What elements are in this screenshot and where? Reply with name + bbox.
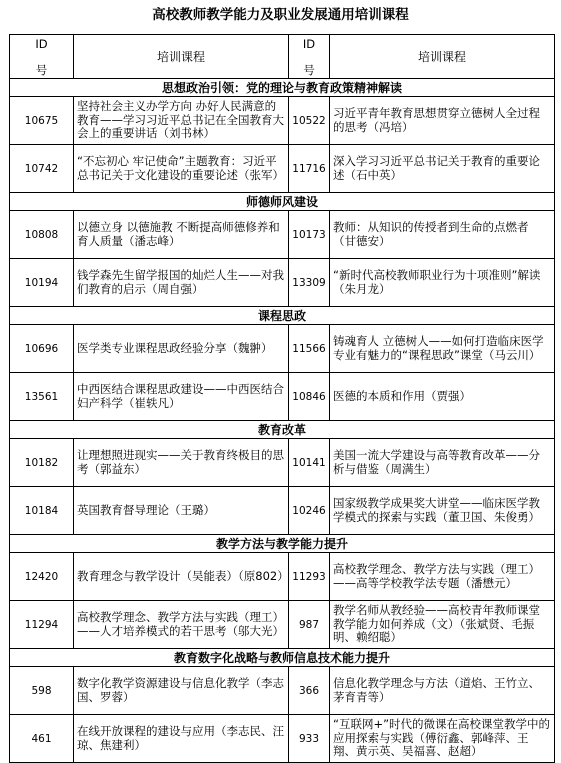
course-row [10,211,555,259]
section-title: 教育改革 [10,421,555,439]
section-row [10,649,555,667]
header-id-line1: ID [302,36,316,51]
course-title: “不忘初心 牢记使命”主题教育：习近平总书记关于文化建设的重要论述（张军） [74,145,289,193]
course-title: 高校教学理念、教学方法与实践（理工）——高等学校教学法专题（潘懋元） [330,553,555,601]
course-title: 医德的本质和作用（贾强） [330,373,555,421]
page-title: 高校教师教学能力及职业发展通用培训课程 [152,7,409,23]
course-row [10,145,555,193]
course-title: 让理想照进现实——关于教育终极目的思考（郭益东） [74,439,289,487]
course-title: 教师：从知识的传授者到生命的点燃者 （甘德安） [330,211,555,259]
course-row [10,439,555,487]
course-id: 11716 [289,145,330,193]
section-row [10,79,555,97]
course-title: 深入学习习近平总书记关于教育的重要论述（石中英） [330,145,555,193]
header-id [10,35,74,79]
course-id: 10846 [289,373,330,421]
course-row [10,667,555,715]
course-title: 教学名师从教经验——高校青年教师课堂教学能力如何养成（文）（张斌贤、毛振明、赖绍聪） [330,601,555,649]
course-id: 13561 [10,373,74,421]
course-title: 中西医结合课程思政建设——中西医结合妇产科学（崔轶凡） [74,373,289,421]
header-row [10,35,555,79]
course-id: 461 [10,715,74,763]
course-id: 13309 [289,259,330,307]
header-course: 培训课程 [74,35,289,79]
section-title: 师德师风建设 [10,193,555,211]
course-title: 数字化教学资源建设与信息化教学（李志国、罗蓉） [74,667,289,715]
header-id [289,35,330,79]
course-id: 10675 [10,97,74,145]
course-title: 医学类专业课程思政经验分享（魏翀） [74,325,289,373]
course-row [10,601,555,649]
course-title: 教育理念与教学设计（吴能表）（原802） [74,553,289,601]
course-id: 10182 [10,439,74,487]
section-title: 教育数字化战略与教师信息技术能力提升 [10,649,555,667]
section-title: 教学方法与教学能力提升 [10,535,555,553]
course-row [10,373,555,421]
course-row [10,97,555,145]
course-title: 以德立身 以德施教 不断提高师德修养和育人质量（潘志峰） [74,211,289,259]
course-title: 高校教学理念、教学方法与实践（理工）——人才培养模式的若干思考（邬大光） [74,601,289,649]
header-id-line2: 号 [303,62,315,77]
course-id: 11566 [289,325,330,373]
course-title: 铸魂育人 立德树人——如何打造临床医学专业有魅力的“课程思政”课堂（马云川） [330,325,555,373]
course-id: 10742 [10,145,74,193]
course-title: 钱学森先生留学报国的灿烂人生——对我们教育的启示（周自强） [74,259,289,307]
section-row [10,535,555,553]
course-row [10,487,555,535]
course-id: 10173 [289,211,330,259]
course-row [10,715,555,763]
course-id: 10184 [10,487,74,535]
section-title: 思想政治引领：党的理论与教育政策精神解读 [10,79,555,97]
course-title: 英国教育督导理论（王璐） [74,487,289,535]
header-id-line2: 号 [35,62,48,77]
section-row [10,307,555,325]
course-id: 10808 [10,211,74,259]
course-id: 10141 [289,439,330,487]
course-title: 习近平青年教育思想贯穿立德树人全过程的思考（冯培） [330,97,555,145]
section-row [10,193,555,211]
course-title: “新时代高校教师职业行为十项准则”解读（朱月龙） [330,259,555,307]
course-table [9,34,555,763]
header-id-line1: ID [35,36,48,51]
course-id: 11293 [289,553,330,601]
course-title: 坚持社会主义办学方向 办好人民满意的教育——学习习近平总书记在全国教育大会上的重要讲话（刘书林） [74,97,289,145]
course-id: 11294 [10,601,74,649]
section-title: 课程思政 [10,307,555,325]
course-row [10,553,555,601]
course-title: 美国一流大学建设与高等教育改革——分析与借鉴（周满生） [330,439,555,487]
course-id: 598 [10,667,74,715]
course-id: 10696 [10,325,74,373]
course-row [10,259,555,307]
course-row [10,325,555,373]
course-id: 12420 [10,553,74,601]
course-id: 987 [289,601,330,649]
course-title: 国家级教学成果奖大讲堂——临床医学教学模式的探索与实践（董卫国、朱俊勇） [330,487,555,535]
course-id: 366 [289,667,330,715]
course-id: 10194 [10,259,74,307]
course-id: 10522 [289,97,330,145]
course-id: 10246 [289,487,330,535]
header-course: 培训课程 [330,35,555,79]
course-title: 在线开放课程的建设与应用（李志民、汪琼、焦建利） [74,715,289,763]
course-title: “互联网+”时代的微课在高校课堂教学中的应用探索与实践（傅衍鑫、郭峰萍、王翔、黄示英、吴福喜、赵超） [330,715,555,763]
course-title: 信息化教学理念与方法（道焰、王竹立、茅育青等） [330,667,555,715]
section-row [10,421,555,439]
course-id: 933 [289,715,330,763]
